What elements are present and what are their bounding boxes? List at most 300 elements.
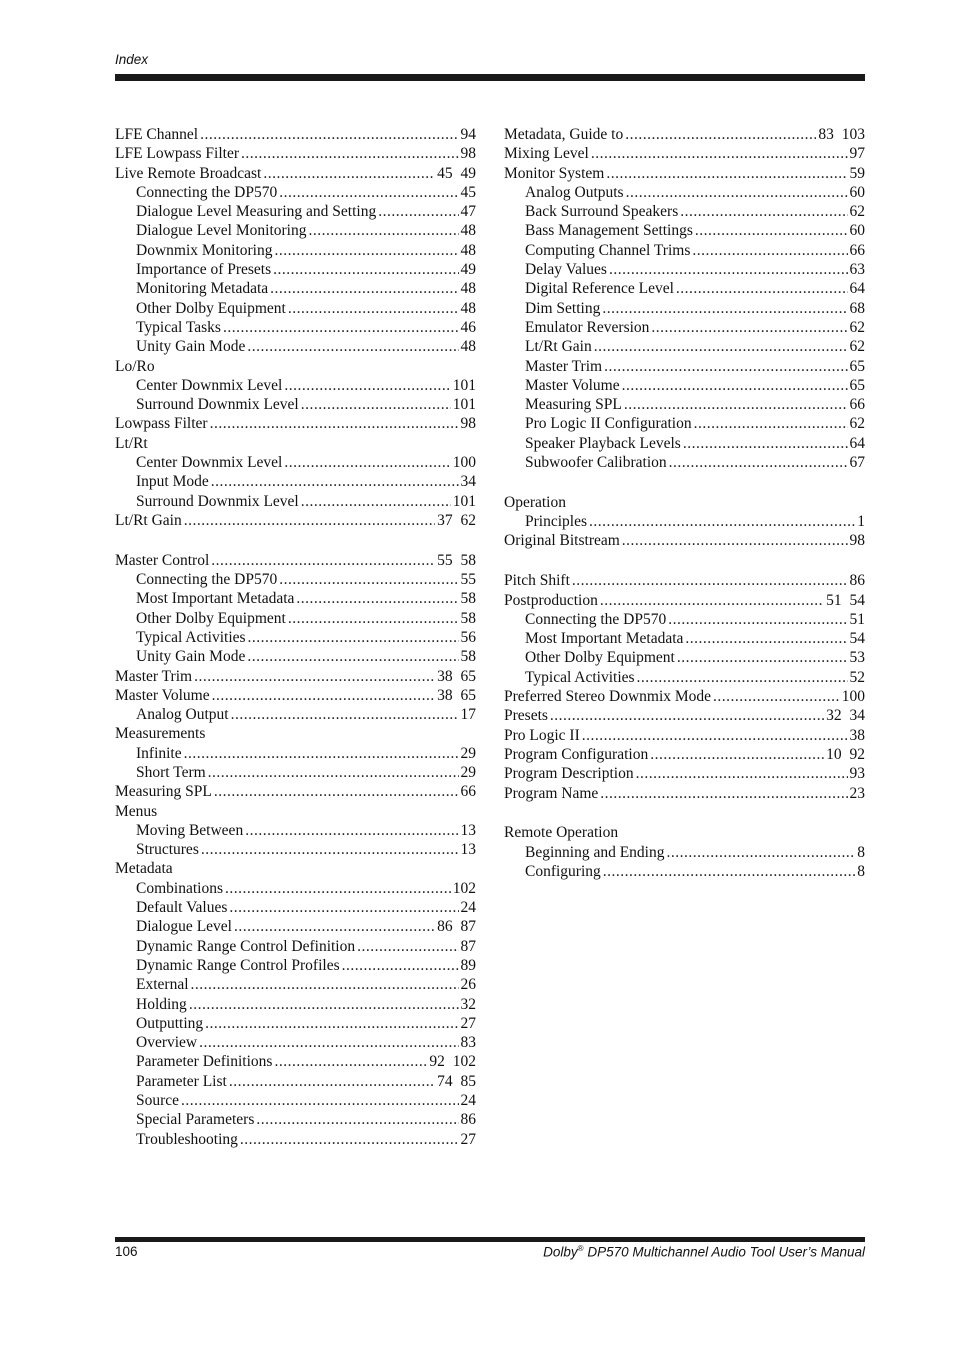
dot-leader (667, 843, 856, 862)
entry-term: Default Values (136, 899, 228, 917)
dot-leader (668, 610, 847, 629)
entry-pages: 65 (849, 357, 865, 375)
index-subentry (115, 183, 476, 202)
index-subentry (504, 260, 865, 279)
entry-term: Outputting (136, 1014, 204, 1032)
entry-pages: 59 (849, 164, 865, 182)
dot-leader (284, 453, 450, 472)
index-entry (115, 802, 476, 821)
index-subentry (115, 956, 476, 975)
entry-term: Original Bitstream (504, 532, 620, 550)
entry-term: Program Configuration (504, 745, 649, 763)
entry-pages: 62 (849, 203, 865, 221)
dot-leader (622, 531, 848, 550)
index-subentry (115, 763, 476, 782)
entry-term: Preferred Stereo Downmix Mode (504, 688, 712, 706)
index-entry (504, 125, 865, 144)
entry-term: Parameter Definitions (136, 1053, 273, 1071)
index-spacer (504, 551, 865, 572)
entry-pages: 101 (452, 376, 476, 394)
entry-term: Infinite (136, 744, 182, 762)
dot-leader (245, 821, 458, 840)
dot-leader (296, 589, 458, 608)
entry-term: Postproduction (504, 591, 598, 609)
entry-term: Digital Reference Level (525, 280, 674, 298)
dot-leader (240, 1130, 459, 1149)
index-subentry (504, 668, 865, 687)
entry-pages: 101 (452, 492, 476, 510)
index-spacer (504, 472, 865, 493)
entry-pages: 26 (460, 976, 476, 994)
entry-term: Holding (136, 995, 187, 1013)
dot-leader (609, 260, 848, 279)
entry-pages: 97 (849, 145, 865, 163)
index-entry (504, 164, 865, 183)
index-subentry (115, 1130, 476, 1149)
dot-leader (572, 571, 848, 590)
index-subentry (115, 221, 476, 240)
index-subentry (115, 975, 476, 994)
index-subentry (115, 879, 476, 898)
index-subentry (504, 843, 865, 862)
entry-term: Pitch Shift (504, 572, 570, 590)
dot-leader (378, 202, 458, 221)
entry-pages: 45 49 (437, 164, 476, 182)
index-column-right (504, 125, 865, 881)
entry-term: Beginning and Ending (525, 843, 665, 861)
dot-leader (214, 782, 459, 801)
entry-pages: 92 102 (429, 1053, 476, 1071)
entry-term: Surround Downmix Level (136, 492, 299, 510)
page-number: 106 (115, 1244, 138, 1259)
index-subentry (504, 299, 865, 318)
entry-pages: 60 (849, 183, 865, 201)
entry-term: Analog Output (136, 706, 229, 724)
index-subentry (504, 512, 865, 531)
index-subentry (115, 299, 476, 318)
entry-term: Unity Gain Mode (136, 338, 246, 356)
dot-leader (604, 357, 847, 376)
dot-leader (589, 512, 855, 531)
dot-leader (603, 862, 855, 881)
entry-pages: 64 (849, 434, 865, 452)
index-subentry (115, 1110, 476, 1129)
index-subentry (115, 492, 476, 511)
index-entry (115, 414, 476, 433)
entry-term: Presets (504, 707, 548, 725)
entry-term: Structures (136, 841, 199, 859)
entry-pages: 98 (849, 532, 865, 550)
index-subentry (504, 183, 865, 202)
index-subentry (115, 1072, 476, 1091)
index-subentry (115, 744, 476, 763)
index-subentry (115, 202, 476, 221)
manual-title-text: DP570 Multichannel Audio Tool User’s Manual (583, 1244, 865, 1260)
entry-pages: 55 (460, 571, 476, 589)
entry-pages: 48 (460, 280, 476, 298)
dot-leader (263, 164, 435, 183)
entry-term: Combinations (136, 879, 223, 897)
entry-pages: 1 (857, 513, 865, 531)
manual-title (543, 1244, 865, 1260)
entry-term: Bass Management Settings (525, 222, 693, 240)
entry-pages: 48 (460, 338, 476, 356)
entry-term: Lt/Rt Gain (115, 511, 182, 529)
entry-term: Typical Tasks (136, 318, 221, 336)
index-subentry (115, 589, 476, 608)
header-rule (115, 74, 865, 81)
entry-pages: 86 87 (437, 918, 476, 936)
index-subentry (115, 628, 476, 647)
dot-leader (274, 1052, 427, 1071)
dot-leader (680, 202, 847, 221)
entry-term: Computing Channel Trims (525, 241, 691, 259)
entry-pages: 63 (849, 261, 865, 279)
entry-pages: 51 54 (826, 591, 865, 609)
entry-term: Analog Outputs (525, 183, 624, 201)
dot-leader (582, 726, 848, 745)
entry-pages: 93 (849, 765, 865, 783)
dot-leader (273, 260, 458, 279)
entry-term: Connecting the DP570 (136, 183, 278, 201)
entry-pages: 37 62 (437, 511, 476, 529)
dot-leader (694, 414, 848, 433)
index-column-left (115, 125, 476, 1149)
dot-leader (201, 840, 459, 859)
dot-leader (357, 937, 458, 956)
dot-leader (208, 763, 459, 782)
dot-leader (685, 629, 847, 648)
index-subentry (504, 337, 865, 356)
entry-term: Dialogue Level Monitoring (136, 222, 307, 240)
index-entry (115, 782, 476, 801)
index-subentry (504, 648, 865, 667)
entry-pages: 34 (460, 473, 476, 491)
index-subentry (115, 337, 476, 356)
index-entry (115, 686, 476, 705)
entry-pages: 66 (460, 783, 476, 801)
index-entry (115, 551, 476, 570)
dot-leader (288, 609, 459, 628)
entry-pages: 38 65 (437, 686, 476, 704)
dot-leader (199, 1033, 458, 1052)
index-subentry (504, 376, 865, 395)
dot-leader (342, 956, 459, 975)
dot-leader (591, 144, 848, 163)
entry-term: Troubleshooting (136, 1130, 238, 1148)
entry-pages: 27 (460, 1130, 476, 1148)
index-entry (504, 706, 865, 725)
entry-pages: 47 (460, 203, 476, 221)
entry-pages: 24 (460, 1092, 476, 1110)
entry-pages: 38 (849, 726, 865, 744)
index-subentry (504, 610, 865, 629)
index-subentry (115, 453, 476, 472)
entry-term: Menus (115, 802, 158, 820)
dot-leader (184, 511, 435, 530)
entry-term: Short Term (136, 764, 206, 781)
index-subentry (115, 995, 476, 1014)
entry-term: Special Parameters (136, 1111, 255, 1129)
entry-term: Program Description (504, 765, 634, 783)
entry-pages: 45 (460, 183, 476, 201)
index-spacer (504, 803, 865, 824)
entry-term: LFE Lowpass Filter (115, 145, 239, 163)
index-subentry (115, 241, 476, 260)
dot-leader (669, 453, 848, 472)
index-entry (504, 493, 865, 512)
index-subentry (504, 414, 865, 433)
dot-leader (622, 376, 848, 395)
index-subentry (115, 609, 476, 628)
dot-leader (191, 975, 459, 994)
dot-leader (270, 279, 458, 298)
entry-term: Lo/Ro (115, 357, 155, 375)
index-entry (115, 164, 476, 183)
entry-term: Most Important Metadata (525, 630, 684, 648)
entry-pages: 38 65 (437, 667, 476, 685)
dot-leader (550, 706, 824, 725)
index-subentry (115, 260, 476, 279)
entry-term: Importance of Presets (136, 261, 272, 279)
entry-term: Dynamic Range Control Profiles (136, 956, 340, 974)
entry-pages: 58 (460, 590, 476, 608)
entry-pages: 27 (460, 1014, 476, 1032)
entry-term: Unity Gain Mode (136, 648, 246, 666)
entry-term: Mixing Level (504, 145, 589, 163)
dot-leader (279, 570, 458, 589)
dot-leader (211, 551, 435, 570)
dot-leader (602, 299, 847, 318)
dot-leader (189, 995, 459, 1014)
entry-term: LFE Channel (115, 126, 199, 143)
dot-leader (692, 241, 847, 260)
entry-term: Master Control (115, 551, 210, 569)
entry-pages: 23 (849, 784, 865, 802)
index-entry (504, 571, 865, 590)
entry-pages: 62 (849, 338, 865, 356)
index-entry (115, 859, 476, 878)
entry-term: Connecting the DP570 (525, 610, 667, 628)
entry-pages: 83 103 (818, 126, 865, 143)
entry-term: Lowpass Filter (115, 415, 208, 433)
dot-leader (184, 744, 459, 763)
entry-pages: 98 (460, 415, 476, 433)
entry-pages: 102 (452, 879, 476, 897)
entry-pages: 32 34 (826, 707, 865, 725)
dot-leader (211, 472, 459, 491)
entry-term: Pro Logic II Configuration (525, 415, 692, 433)
index-subentry (115, 937, 476, 956)
index-entry (504, 784, 865, 803)
entry-term: Metadata, Guide to (504, 126, 624, 143)
entry-pages: 100 (841, 688, 865, 706)
entry-term: Parameter List (136, 1072, 227, 1090)
entry-term: Configuring (525, 862, 601, 880)
dot-leader (241, 144, 459, 163)
entry-term: Lt/Rt (115, 434, 148, 452)
dot-leader (256, 1110, 458, 1129)
index-subentry (504, 862, 865, 881)
dot-leader (650, 745, 824, 764)
entry-term: Master Trim (525, 357, 603, 375)
entry-term: Master Volume (525, 376, 620, 394)
entry-term: Master Trim (115, 667, 193, 685)
dot-leader (288, 299, 459, 318)
index-subentry (504, 357, 865, 376)
dot-leader (279, 183, 458, 202)
entry-pages: 56 (460, 628, 476, 646)
entry-term: Speaker Playback Levels (525, 434, 681, 452)
entry-pages: 54 (849, 630, 865, 648)
index-subentry (504, 221, 865, 240)
entry-term: Overview (136, 1034, 198, 1052)
index-entry (504, 726, 865, 745)
dot-leader (223, 318, 459, 337)
entry-term: Remote Operation (504, 824, 619, 842)
entry-pages: 8 (857, 862, 865, 880)
entry-pages: 67 (849, 454, 865, 472)
entry-pages: 74 85 (437, 1072, 476, 1090)
index-subentry (504, 202, 865, 221)
entry-pages: 13 (460, 841, 476, 859)
entry-term: Dialogue Level (136, 918, 232, 936)
dot-leader (624, 395, 848, 414)
index-entry (115, 357, 476, 376)
dot-leader (713, 687, 840, 706)
entry-term: Live Remote Broadcast (115, 164, 262, 182)
entry-term: Input Mode (136, 473, 209, 491)
index-subentry (115, 1052, 476, 1071)
dot-leader (695, 221, 848, 240)
entry-term: Other Dolby Equipment (525, 649, 675, 667)
dot-leader (181, 1091, 458, 1110)
entry-term: Monitoring Metadata (136, 280, 269, 298)
dot-leader (200, 125, 458, 144)
entry-term: Dynamic Range Control Definition (136, 937, 356, 955)
entry-pages: 48 (460, 222, 476, 240)
index-entry (115, 724, 476, 743)
entry-term: Subwoofer Calibration (525, 454, 667, 472)
index-subentry (504, 629, 865, 648)
entry-pages: 49 (460, 261, 476, 279)
dot-leader (683, 434, 848, 453)
entry-term: Connecting the DP570 (136, 571, 278, 589)
brand-name: Dolby (543, 1244, 578, 1260)
index-entry (115, 667, 476, 686)
dot-leader (308, 221, 458, 240)
dot-leader (194, 667, 435, 686)
entry-pages: 64 (849, 280, 865, 298)
entry-pages: 48 (460, 241, 476, 259)
entry-pages: 52 (849, 668, 865, 686)
entry-term: Moving Between (136, 821, 244, 839)
index-subentry (115, 898, 476, 917)
entry-pages: 55 58 (437, 551, 476, 569)
index-entry (504, 531, 865, 550)
entry-pages: 65 (849, 376, 865, 394)
dot-leader (301, 395, 451, 414)
index-subentry (115, 1091, 476, 1110)
dot-leader (626, 183, 848, 202)
entry-term: Lt/Rt Gain (525, 338, 592, 356)
index-entry (504, 745, 865, 764)
dot-leader (229, 898, 458, 917)
index-entry (115, 511, 476, 530)
index-subentry (115, 279, 476, 298)
entry-term: External (136, 976, 189, 994)
entry-pages: 94 (460, 126, 476, 143)
dot-leader (600, 591, 824, 610)
entry-pages: 29 (460, 764, 476, 781)
entry-pages: 58 (460, 648, 476, 666)
entry-pages: 51 (849, 610, 865, 628)
registered-mark: ® (577, 1244, 584, 1253)
dot-leader (248, 628, 459, 647)
entry-pages: 8 (857, 843, 865, 861)
entry-term: Monitor System (504, 164, 605, 182)
entry-term: Measurements (115, 725, 206, 743)
entry-pages: 48 (460, 299, 476, 317)
dot-leader (301, 492, 451, 511)
dot-leader (210, 414, 459, 433)
entry-term: Dialogue Level Measuring and Setting (136, 203, 377, 221)
dot-leader (600, 784, 847, 803)
entry-pages: 13 (460, 821, 476, 839)
running-header: Index (115, 52, 149, 67)
entry-pages: 32 (460, 995, 476, 1013)
entry-pages: 86 (460, 1111, 476, 1129)
index-subentry (115, 570, 476, 589)
entry-pages: 68 (849, 299, 865, 317)
entry-pages: 101 (452, 396, 476, 414)
entry-pages: 46 (460, 318, 476, 336)
entry-pages: 62 (849, 415, 865, 433)
entry-pages: 10 92 (826, 745, 865, 763)
index-subentry (115, 1014, 476, 1033)
index-subentry (504, 241, 865, 260)
entry-pages: 24 (460, 899, 476, 917)
entry-pages: 89 (460, 956, 476, 974)
dot-leader (234, 917, 435, 936)
dot-leader (594, 337, 848, 356)
index-spacer (115, 530, 476, 551)
index-subentry (115, 917, 476, 936)
entry-term: Emulator Reversion (525, 318, 650, 336)
entry-pages: 60 (849, 222, 865, 240)
index-entry (504, 144, 865, 163)
entry-term: Pro Logic II (504, 726, 580, 744)
dot-leader (275, 241, 459, 260)
dot-leader (636, 764, 848, 783)
entry-term: Source (136, 1092, 180, 1110)
entry-term: Center Downmix Level (136, 376, 283, 394)
entry-term: Program Name (504, 784, 599, 802)
entry-pages: 86 (849, 572, 865, 590)
entry-pages: 66 (849, 241, 865, 259)
entry-term: Back Surround Speakers (525, 203, 679, 221)
dot-leader (606, 164, 847, 183)
entry-pages: 29 (460, 744, 476, 762)
index-entry (115, 434, 476, 453)
dot-leader (247, 647, 458, 666)
entry-pages: 58 (460, 609, 476, 627)
dot-leader (637, 668, 848, 687)
entry-term: Principles (525, 513, 587, 531)
dot-leader (677, 648, 848, 667)
entry-term: Center Downmix Level (136, 454, 283, 472)
index-subentry (115, 705, 476, 724)
